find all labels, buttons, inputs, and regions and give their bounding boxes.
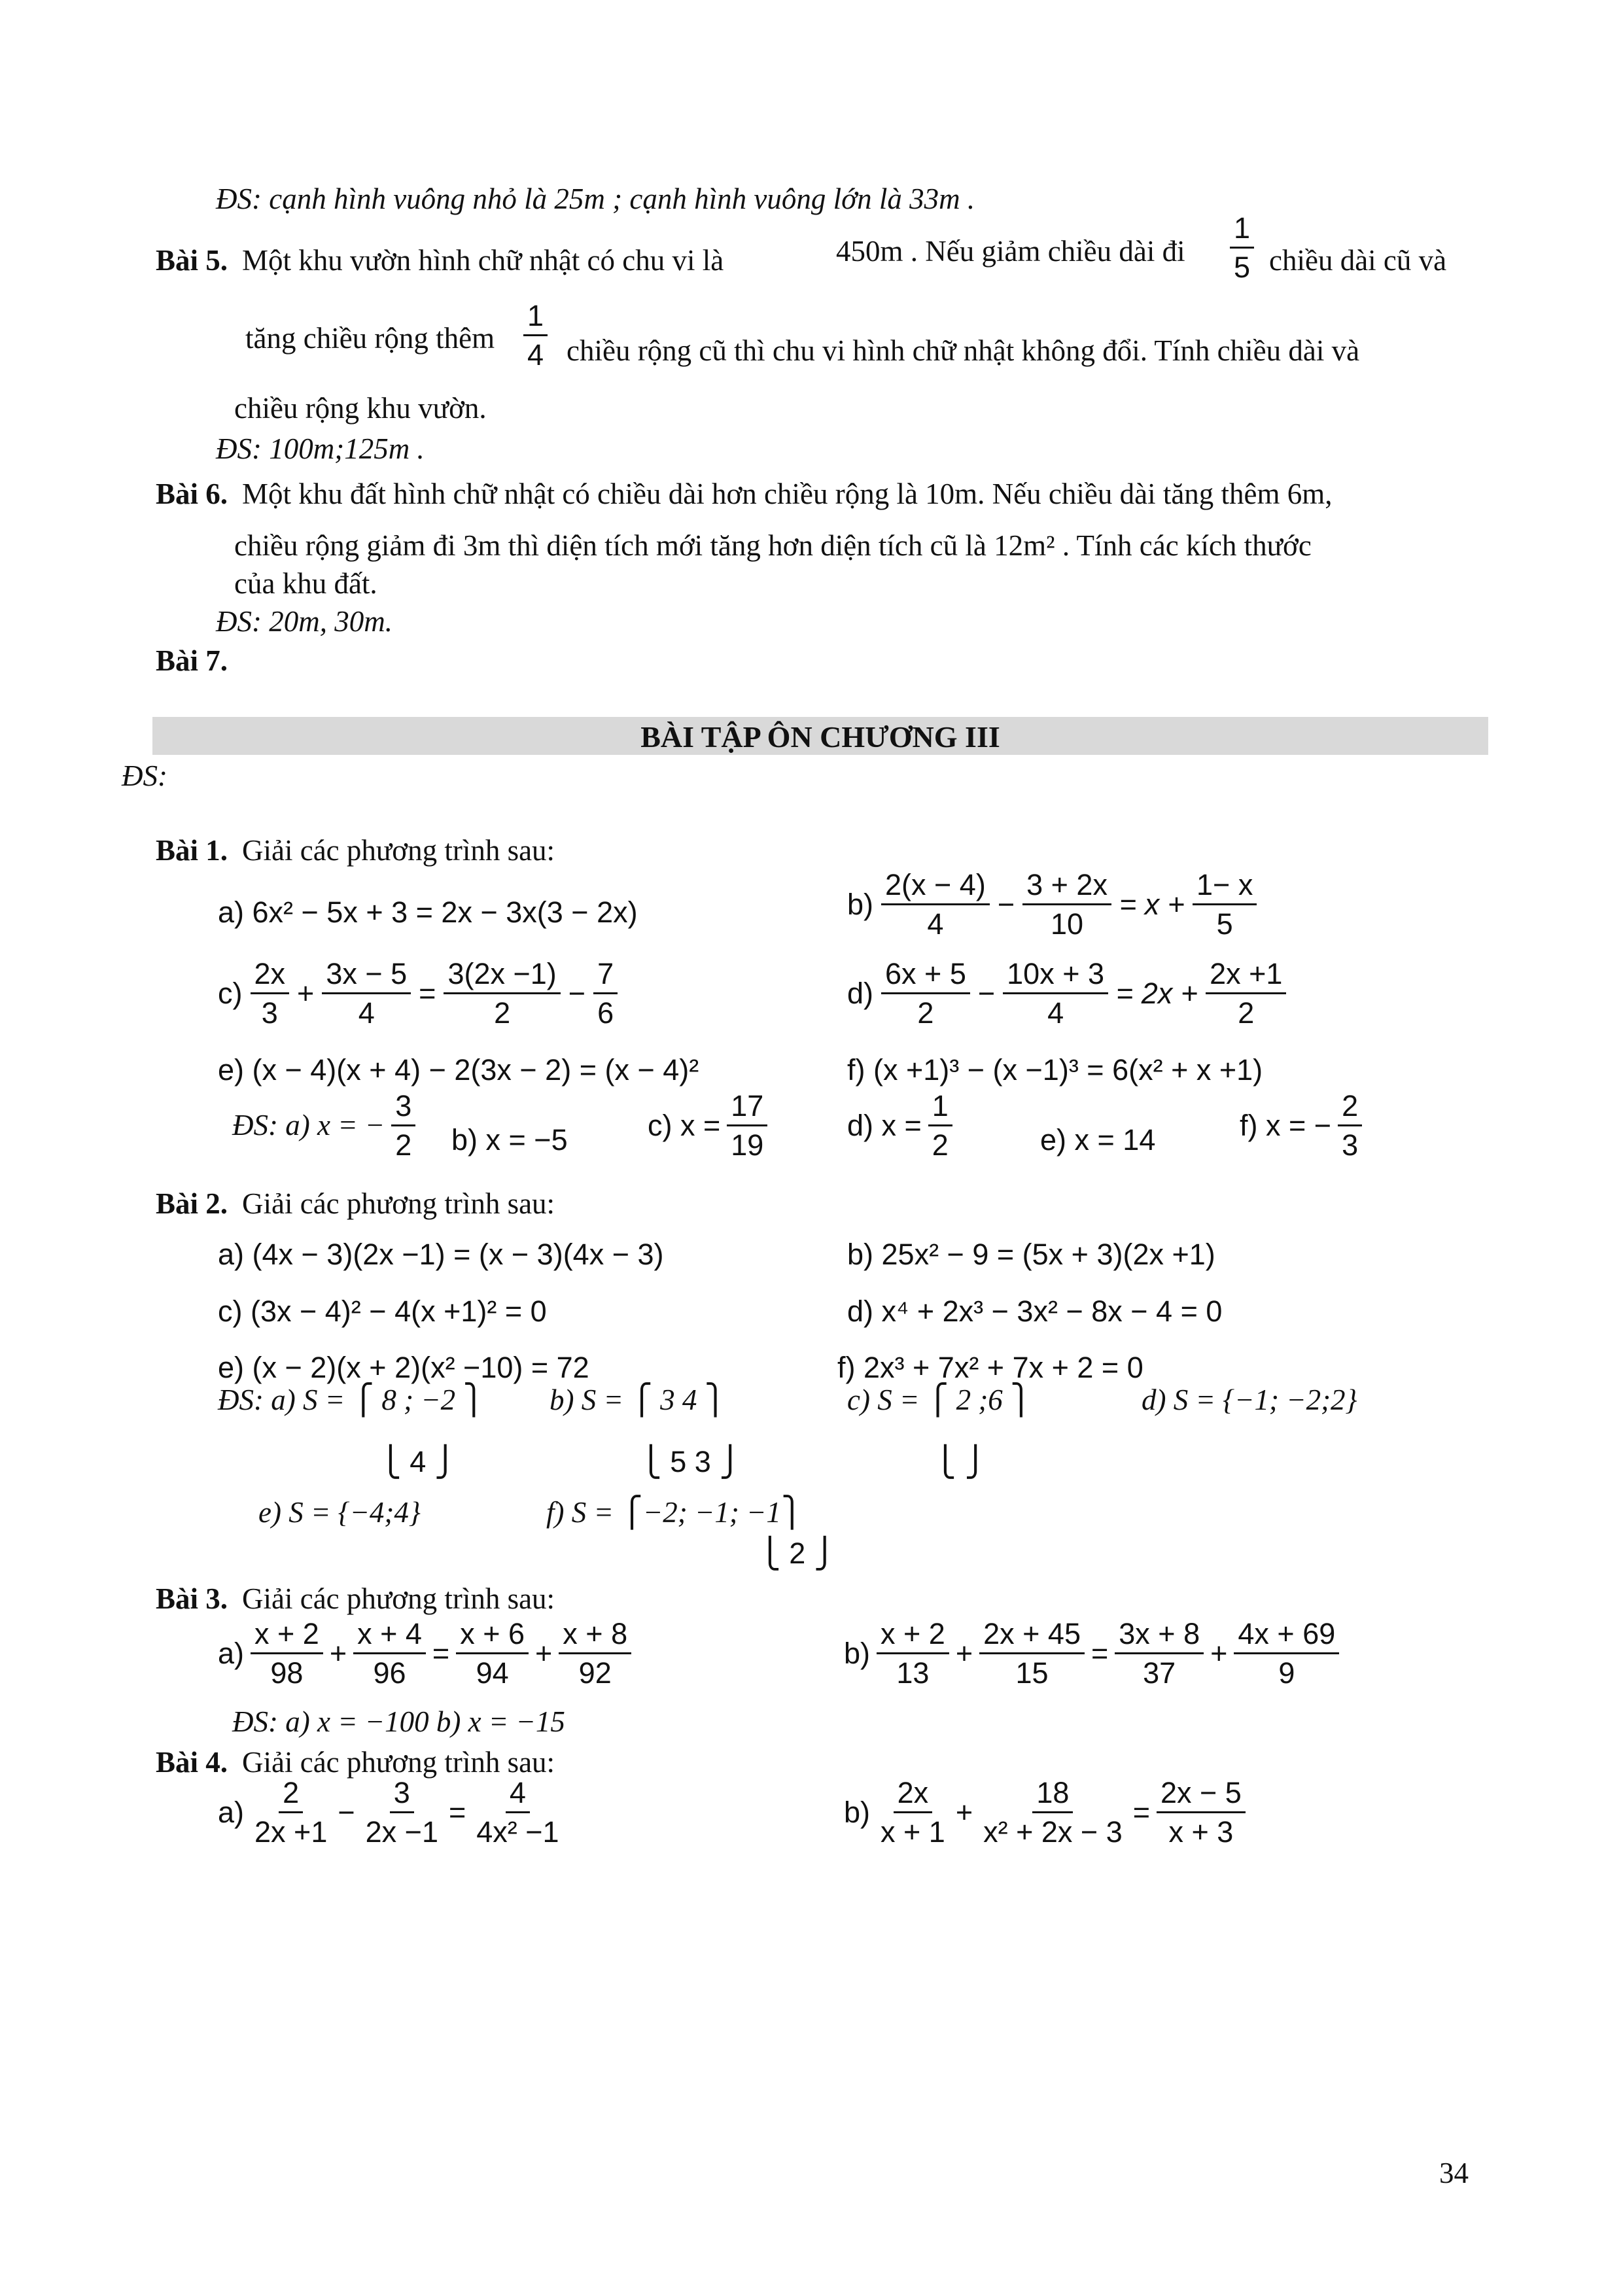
frac-den: x + 3 <box>1168 1815 1234 1849</box>
frac-num: x + 2 <box>877 1619 949 1654</box>
frac-num: 2x − 5 <box>1157 1778 1246 1813</box>
operator: − <box>568 977 586 1010</box>
ex2-answer-d: d) S = {−1; −2;2} <box>1142 1383 1357 1416</box>
ex1-answer-b: b) x = −5 <box>451 1123 568 1157</box>
bai5-label: Bài 5. <box>156 244 228 277</box>
bai5-text3: tăng chiều rộng thêm <box>245 322 495 355</box>
frac-num: 2x <box>251 959 290 994</box>
bai5-text5: chiều rộng khu vườn. <box>234 392 487 425</box>
frac-num: 17 <box>727 1091 767 1126</box>
ex2-answer-b-den: ⎩ 5 3 ⎭ <box>640 1445 742 1478</box>
frac-den: 4 <box>358 996 375 1030</box>
ex2-answer-f-den: ⎩ 2 ⎭ <box>759 1537 836 1570</box>
bai5-f2-den: 4 <box>527 338 544 372</box>
frac-num: 4 <box>506 1778 530 1813</box>
frac-den: x² + 2x − 3 <box>983 1815 1123 1849</box>
ex2-f: f) 2x³ + 7x² + 7x + 2 = 0 <box>837 1351 1143 1384</box>
ex2-title: Giải các phương trình sau: <box>242 1187 555 1220</box>
operator: = <box>1132 1796 1150 1829</box>
frac-den: 92 <box>578 1656 612 1690</box>
ex3-label: Bài 3. <box>156 1582 228 1615</box>
frac-num: 6x + 5 <box>881 959 970 994</box>
frac-den: 10 <box>1051 907 1084 941</box>
ex2-answer-b: b) S = ⎧ 3 4 ⎫ <box>550 1383 727 1416</box>
frac-num: 2x + 45 <box>979 1619 1085 1654</box>
frac-num: 18 <box>1032 1778 1073 1813</box>
ex2-answer-f: f) S = ⎧−2; −1; −1⎫ <box>546 1496 803 1529</box>
answer-text: c) x = <box>648 1109 721 1142</box>
ex1-c-label: c) <box>218 977 243 1010</box>
frac-den: 2 <box>1238 996 1255 1030</box>
ex2-c: c) (3x − 4)² − 4(x +1)² = 0 <box>218 1295 547 1328</box>
frac-den: 96 <box>373 1656 406 1690</box>
operator: = <box>448 1796 466 1829</box>
frac-den: 13 <box>896 1656 930 1690</box>
frac-den: x + 1 <box>881 1815 945 1849</box>
ex1-title: Giải các phương trình sau: <box>242 834 555 867</box>
ex1-a: a) 6x² − 5x + 3 = 2x − 3x(3 − 2x) <box>218 896 638 929</box>
ex2-answer-c-den: ⎩ ⎭ <box>934 1445 987 1478</box>
bai5-fraction-2 <box>523 301 548 370</box>
answer-text: ĐS: a) x = − <box>232 1109 385 1141</box>
ex2-answer-a-den: ⎩ 4 ⎭ <box>379 1445 457 1478</box>
ds-label: ĐS: <box>122 759 167 792</box>
operator: + <box>955 1637 973 1670</box>
ex3-b <box>844 1619 1339 1688</box>
ex2-e: e) (x − 2)(x + 2)(x² −10) = 72 <box>218 1351 589 1384</box>
frac-den: 2x +1 <box>254 1815 328 1849</box>
ex1-answer-c <box>648 1091 767 1160</box>
operator: = <box>419 977 436 1010</box>
frac-num: 3(2x −1) <box>444 959 560 994</box>
operator: + <box>1210 1637 1228 1670</box>
frac-den: 94 <box>476 1656 509 1690</box>
frac-num: 2 <box>1338 1091 1362 1126</box>
ex2-a: a) (4x − 3)(2x −1) = (x − 3)(4x − 3) <box>218 1238 664 1271</box>
ex1-c <box>218 959 618 1028</box>
frac-num: 3 + 2x <box>1022 870 1111 905</box>
ex4-a-label: a) <box>218 1796 245 1829</box>
operator: − <box>997 888 1015 921</box>
frac-num: x + 8 <box>559 1619 631 1654</box>
bai7-label: Bài 7. <box>156 644 228 677</box>
operator: − <box>977 977 996 1010</box>
ex2-label: Bài 2. <box>156 1187 228 1220</box>
bai5-answer: ĐS: 100m;125m . <box>216 432 425 465</box>
ex2-b: b) 25x² − 9 = (5x + 3)(2x +1) <box>847 1238 1215 1271</box>
frac-den: 4 <box>927 907 944 941</box>
frac-num: 1 <box>928 1091 952 1126</box>
bai5-text1: Một khu vườn hình chữ nhật có chu vi là <box>242 244 724 277</box>
bai5-text4: chiều rộng cũ thì chu vi hình chữ nhật không đổi. Tính chiều dài và <box>567 334 1360 367</box>
operator: = <box>432 1637 450 1670</box>
frac-num: 2 <box>279 1778 303 1813</box>
bai5-f2-num: 1 <box>523 301 548 336</box>
frac-num: 2x +1 <box>1206 959 1286 994</box>
ex1-answer-a <box>232 1091 415 1160</box>
ex2-answer-a: ĐS: a) S = ⎧ 8 ; −2 ⎫ <box>218 1383 485 1416</box>
bai5-f1-den: 5 <box>1234 251 1251 284</box>
answer-text: f) x = − <box>1240 1109 1332 1142</box>
ex3-a <box>218 1619 631 1688</box>
ex4-b-label: b) <box>844 1796 871 1829</box>
operator: + <box>329 1637 347 1670</box>
frac-den: 19 <box>731 1128 764 1162</box>
frac-den: 2 <box>932 1128 949 1162</box>
ex1-b-label: b) <box>847 888 874 921</box>
answer-text: d) x = <box>847 1109 922 1142</box>
bai5-value: 450m . Nếu giảm chiều dài đi <box>836 235 1185 268</box>
ex4-a <box>218 1778 563 1847</box>
frac-den: 9 <box>1278 1656 1295 1690</box>
ex2-d: d) x⁴ + 2x³ − 3x² − 8x − 4 = 0 <box>847 1295 1223 1328</box>
ex1-answer-e: e) x = 14 <box>1040 1123 1156 1157</box>
bai5-text2: chiều dài cũ và <box>1269 244 1447 277</box>
frac-num: 10x + 3 <box>1003 959 1108 994</box>
chapter-title: BÀI TẬP ÔN CHƯƠNG III <box>640 720 1000 754</box>
ex1-d-label: d) <box>847 977 874 1010</box>
frac-den: 2 <box>494 996 511 1030</box>
operator: + <box>955 1796 973 1829</box>
ex3-answer: ĐS: a) x = −100 b) x = −15 <box>232 1705 565 1738</box>
bai6-text2: chiều rộng giảm đi 3m thì diện tích mới tăng hơn diện tích cũ là 12m² . Tính các kích thước <box>234 529 1312 562</box>
frac-num: 3 <box>390 1778 414 1813</box>
bai5-fraction-1 <box>1230 213 1254 282</box>
frac-num: x + 6 <box>456 1619 529 1654</box>
frac-num: x + 4 <box>353 1619 426 1654</box>
frac-den: 2x −1 <box>365 1815 438 1849</box>
frac-num: 2(x − 4) <box>881 870 990 905</box>
bai6-answer: ĐS: 20m, 30m. <box>216 605 393 638</box>
ex3-b-label: b) <box>844 1637 871 1670</box>
operator: + <box>297 977 315 1010</box>
frac-num: 4x + 69 <box>1234 1619 1339 1654</box>
ex2-answer-c: c) S = ⎧ 2 ;6 ⎫ <box>847 1383 1032 1416</box>
ex1-answer-d <box>847 1091 952 1160</box>
ex1-answer-f <box>1240 1091 1362 1160</box>
ex3-title: Giải các phương trình sau: <box>242 1582 555 1615</box>
ex1-label: Bài 1. <box>156 834 228 867</box>
frac-den: 2 <box>395 1128 412 1162</box>
ex4-label: Bài 4. <box>156 1746 228 1779</box>
operator: = <box>1091 1637 1109 1670</box>
frac-den: 98 <box>270 1656 304 1690</box>
ex1-f: f) (x +1)³ − (x −1)³ = 6(x² + x +1) <box>847 1053 1263 1087</box>
ex4-title: Giải các phương trình sau: <box>242 1746 555 1779</box>
ex1-e: e) (x − 4)(x + 4) − 2(3x − 2) = (x − 4)² <box>218 1053 699 1087</box>
page-number: 34 <box>1439 2157 1469 2189</box>
frac-den: 15 <box>1015 1656 1049 1690</box>
operator: = 2x + <box>1116 977 1198 1010</box>
frac-den: 6 <box>597 996 614 1030</box>
frac-den: 5 <box>1216 907 1233 941</box>
bai5-f1-num: 1 <box>1230 213 1254 249</box>
ex2-answer-e: e) S = {−4;4} <box>258 1496 421 1529</box>
frac-num: 3x − 5 <box>322 959 411 994</box>
frac-num: 3 <box>391 1091 415 1126</box>
operator: − <box>338 1796 355 1829</box>
top-answer: ĐS: cạnh hình vuông nhỏ là 25m ; cạnh hình vuông lớn là 33m . <box>216 183 975 215</box>
frac-den: 37 <box>1143 1656 1176 1690</box>
frac-den: 2 <box>917 996 934 1030</box>
frac-num: 3x + 8 <box>1115 1619 1204 1654</box>
frac-num: 2x <box>894 1778 933 1813</box>
frac-num: x + 2 <box>251 1619 323 1654</box>
operator: + <box>535 1637 553 1670</box>
ex3-a-label: a) <box>218 1637 245 1670</box>
frac-den: 3 <box>1342 1128 1359 1162</box>
operator: = x + <box>1119 888 1185 921</box>
ex1-b <box>847 870 1257 939</box>
frac-den: 4x² −1 <box>476 1815 559 1849</box>
bai6-text3: của khu đất. <box>234 567 377 600</box>
ex4-b <box>844 1778 1246 1847</box>
frac-den: 4 <box>1047 996 1064 1030</box>
frac-num: 1− x <box>1193 870 1257 905</box>
ex1-d <box>847 959 1286 1028</box>
bai6-label: Bài 6. <box>156 478 228 510</box>
bai6-text1: Một khu đất hình chữ nhật có chiều dài hơn chiều rộng là 10m. Nếu chiều dài tăng thêm 6m, <box>242 478 1333 510</box>
frac-num: 7 <box>593 959 618 994</box>
frac-den: 3 <box>261 996 278 1030</box>
